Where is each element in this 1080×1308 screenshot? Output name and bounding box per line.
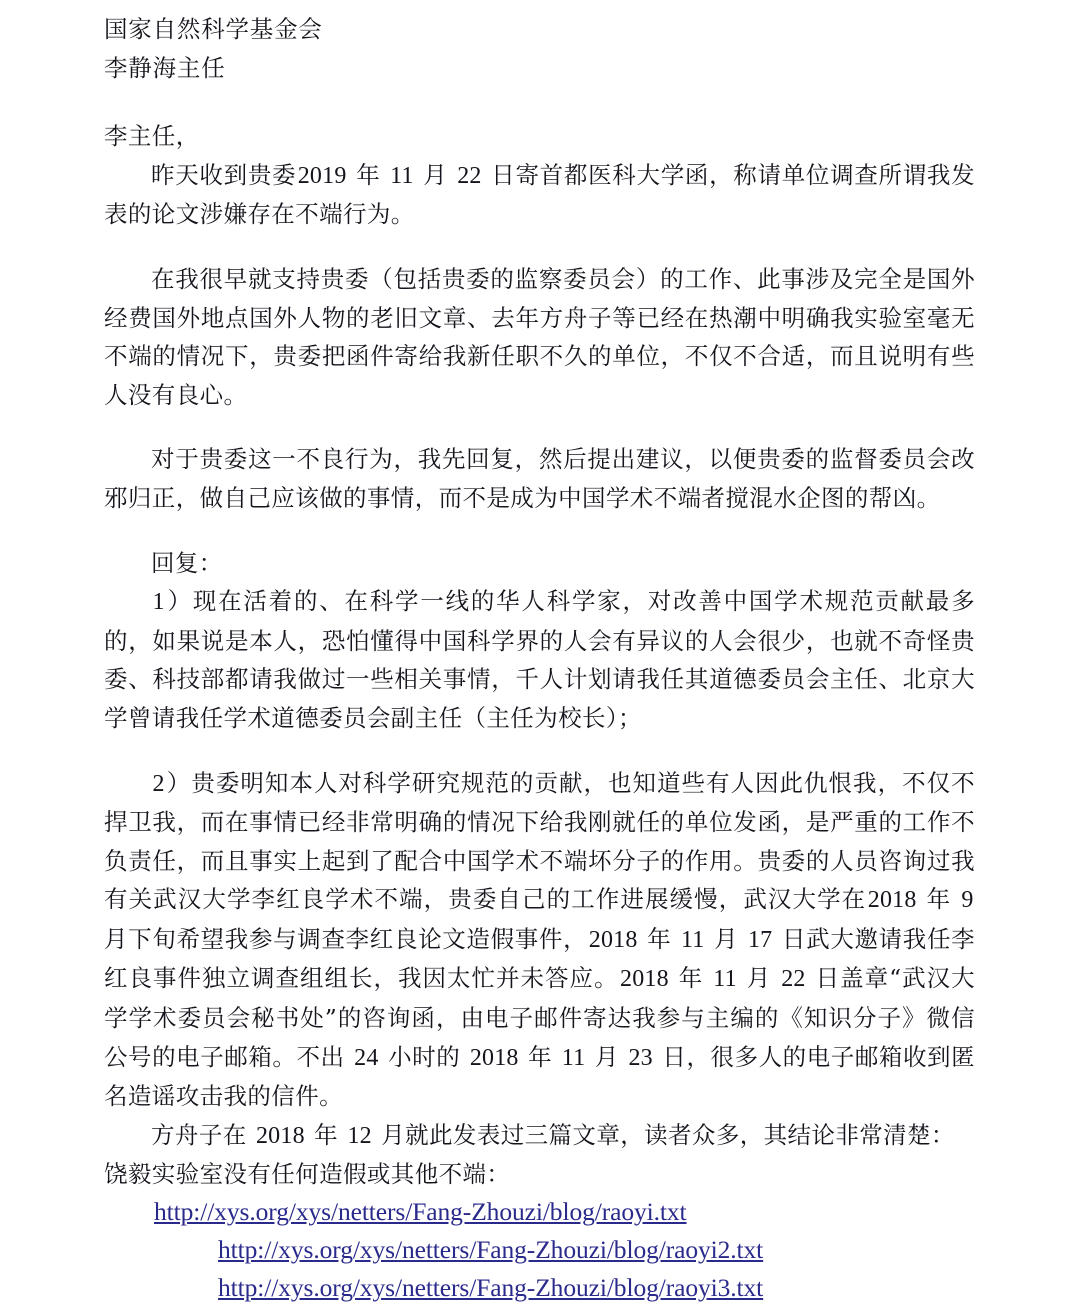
- numeric-run: 22: [457, 162, 482, 189]
- letterhead: [104, 10, 975, 87]
- numeric-run: 17: [747, 926, 773, 953]
- paragraph-purpose: 对于贵委这一不良行为，我先回复，然后提出建议，以便贵委的监督委员会改邪归正，做自己应该做的事情，而不是成为中国学术不端者搅混水企图的帮凶。: [104, 445, 975, 512]
- recipient-organization: 国家自然科学基金会: [104, 15, 323, 43]
- numeric-run: 23: [628, 1044, 653, 1071]
- recipient-person: 李静海主任: [104, 53, 226, 82]
- spacer-after-letterhead: [104, 87, 975, 117]
- link-raoyi-2[interactable]: http://xys.org/xys/netters/Fang-Zhouzi/blog/raoyi2.txt: [218, 1235, 764, 1265]
- spacer-2: [104, 414, 975, 440]
- spacer-4: [104, 738, 975, 764]
- link-row-2: [104, 1232, 975, 1270]
- numeric-run: 2018: [588, 926, 638, 953]
- closing-note-line-1: 方舟子在 2018 年 12 月就此发表过三篇文章，读者众多，其结论非常清楚：: [151, 1120, 955, 1149]
- reply-item-2: 2）贵委明知本人对科学研究规范的贡献，也知道些有人因此仇恨我，不仅不捍卫我，而在事情已经非常明确的情况下给我刚就任的单位发函，是严重的工作不负责任，而且事实上起到了配合中国学术不端坏分子的作用。贵委的人员咨询过我有关武汉大学李红良学术不端，贵委自己的工作进展缓慢，武汉大学在2018 年 9 月下旬希望我参与调查李红良论文造假事件，2018 年 11 月 17 日武大邀请我任李红良事件独立调查组组长，我因太忙并未答应。2018 年 11 月 22 日盖章“武汉大学学术委员会秘书处”的咨询函，由电子邮件寄达我参与主编的《知识分子》微信公号的电子邮箱。不出 24 小时的 2018 年 11 月 23 日，很多人的电子邮箱收到匿名造谣攻击我的信件。: [104, 768, 976, 1111]
- link-row-1: [104, 1194, 975, 1232]
- numeric-run: 2018: [255, 1122, 305, 1149]
- spacer-1: [104, 234, 975, 260]
- reply-item-1: 1）现在活着的、在科学一线的华人科学家，对改善中国学术规范贡献最多的，如果说是本人，恐怕懂得中国科学界的人会有异议的人会很少，也就不奇怪贵委、科技部都请我做过一些相关事情，千人计划请我任其道德委员会主任、北京大学曾请我任学术道德委员会副主任（主任为校长）；: [104, 587, 975, 732]
- closing-note-line-2: 饶毅实验室没有任何造假或其他不端：: [104, 1160, 511, 1189]
- numeric-run: 11: [713, 966, 737, 993]
- link-row-3: [104, 1270, 975, 1308]
- numeric-run: 12: [347, 1122, 372, 1149]
- numeric-run: 11: [561, 1044, 586, 1071]
- numeric-run: 2019: [297, 162, 347, 189]
- numeric-run: 2018: [469, 1044, 519, 1071]
- numeric-run: 2: [152, 770, 165, 797]
- link-raoyi-1[interactable]: http://xys.org/xys/netters/Fang-Zhouzi/blog/raoyi.txt: [154, 1197, 687, 1227]
- numeric-run: 2018: [867, 887, 917, 914]
- link-raoyi-3[interactable]: http://xys.org/xys/netters/Fang-Zhouzi/blog/raoyi3.txt: [218, 1273, 764, 1303]
- paragraph-background: 在我很早就支持贵委（包括贵委的监察委员会）的工作、此事涉及完全是国外经费国外地点国外人物的老旧文章、去年方舟子等已经在热潮中明确我实验室毫无不端的情况下，贵委把函件寄给我新任职不久的单位，不仅不合适，而且说明有些人没有良心。: [104, 264, 975, 409]
- numeric-run: 9: [961, 887, 974, 914]
- numeric-run: 22: [781, 966, 806, 993]
- reply-heading: 回复：: [151, 548, 223, 577]
- letter-body: [104, 117, 975, 1194]
- reference-link-list: [104, 1194, 975, 1308]
- numeric-run: 2018: [620, 966, 669, 993]
- paragraph-intro: 昨天收到贵委2019 年 11 月 22 日寄首都医科大学函，称请单位调查所谓我发表的论文涉嫌存在不端行为。: [104, 160, 976, 229]
- numeric-run: 11: [681, 926, 705, 953]
- numeric-run: 1: [152, 589, 165, 616]
- numeric-run: 24: [354, 1044, 379, 1071]
- salutation: 李主任，: [104, 122, 200, 151]
- numeric-run: 11: [390, 162, 414, 189]
- spacer-3: [104, 518, 975, 544]
